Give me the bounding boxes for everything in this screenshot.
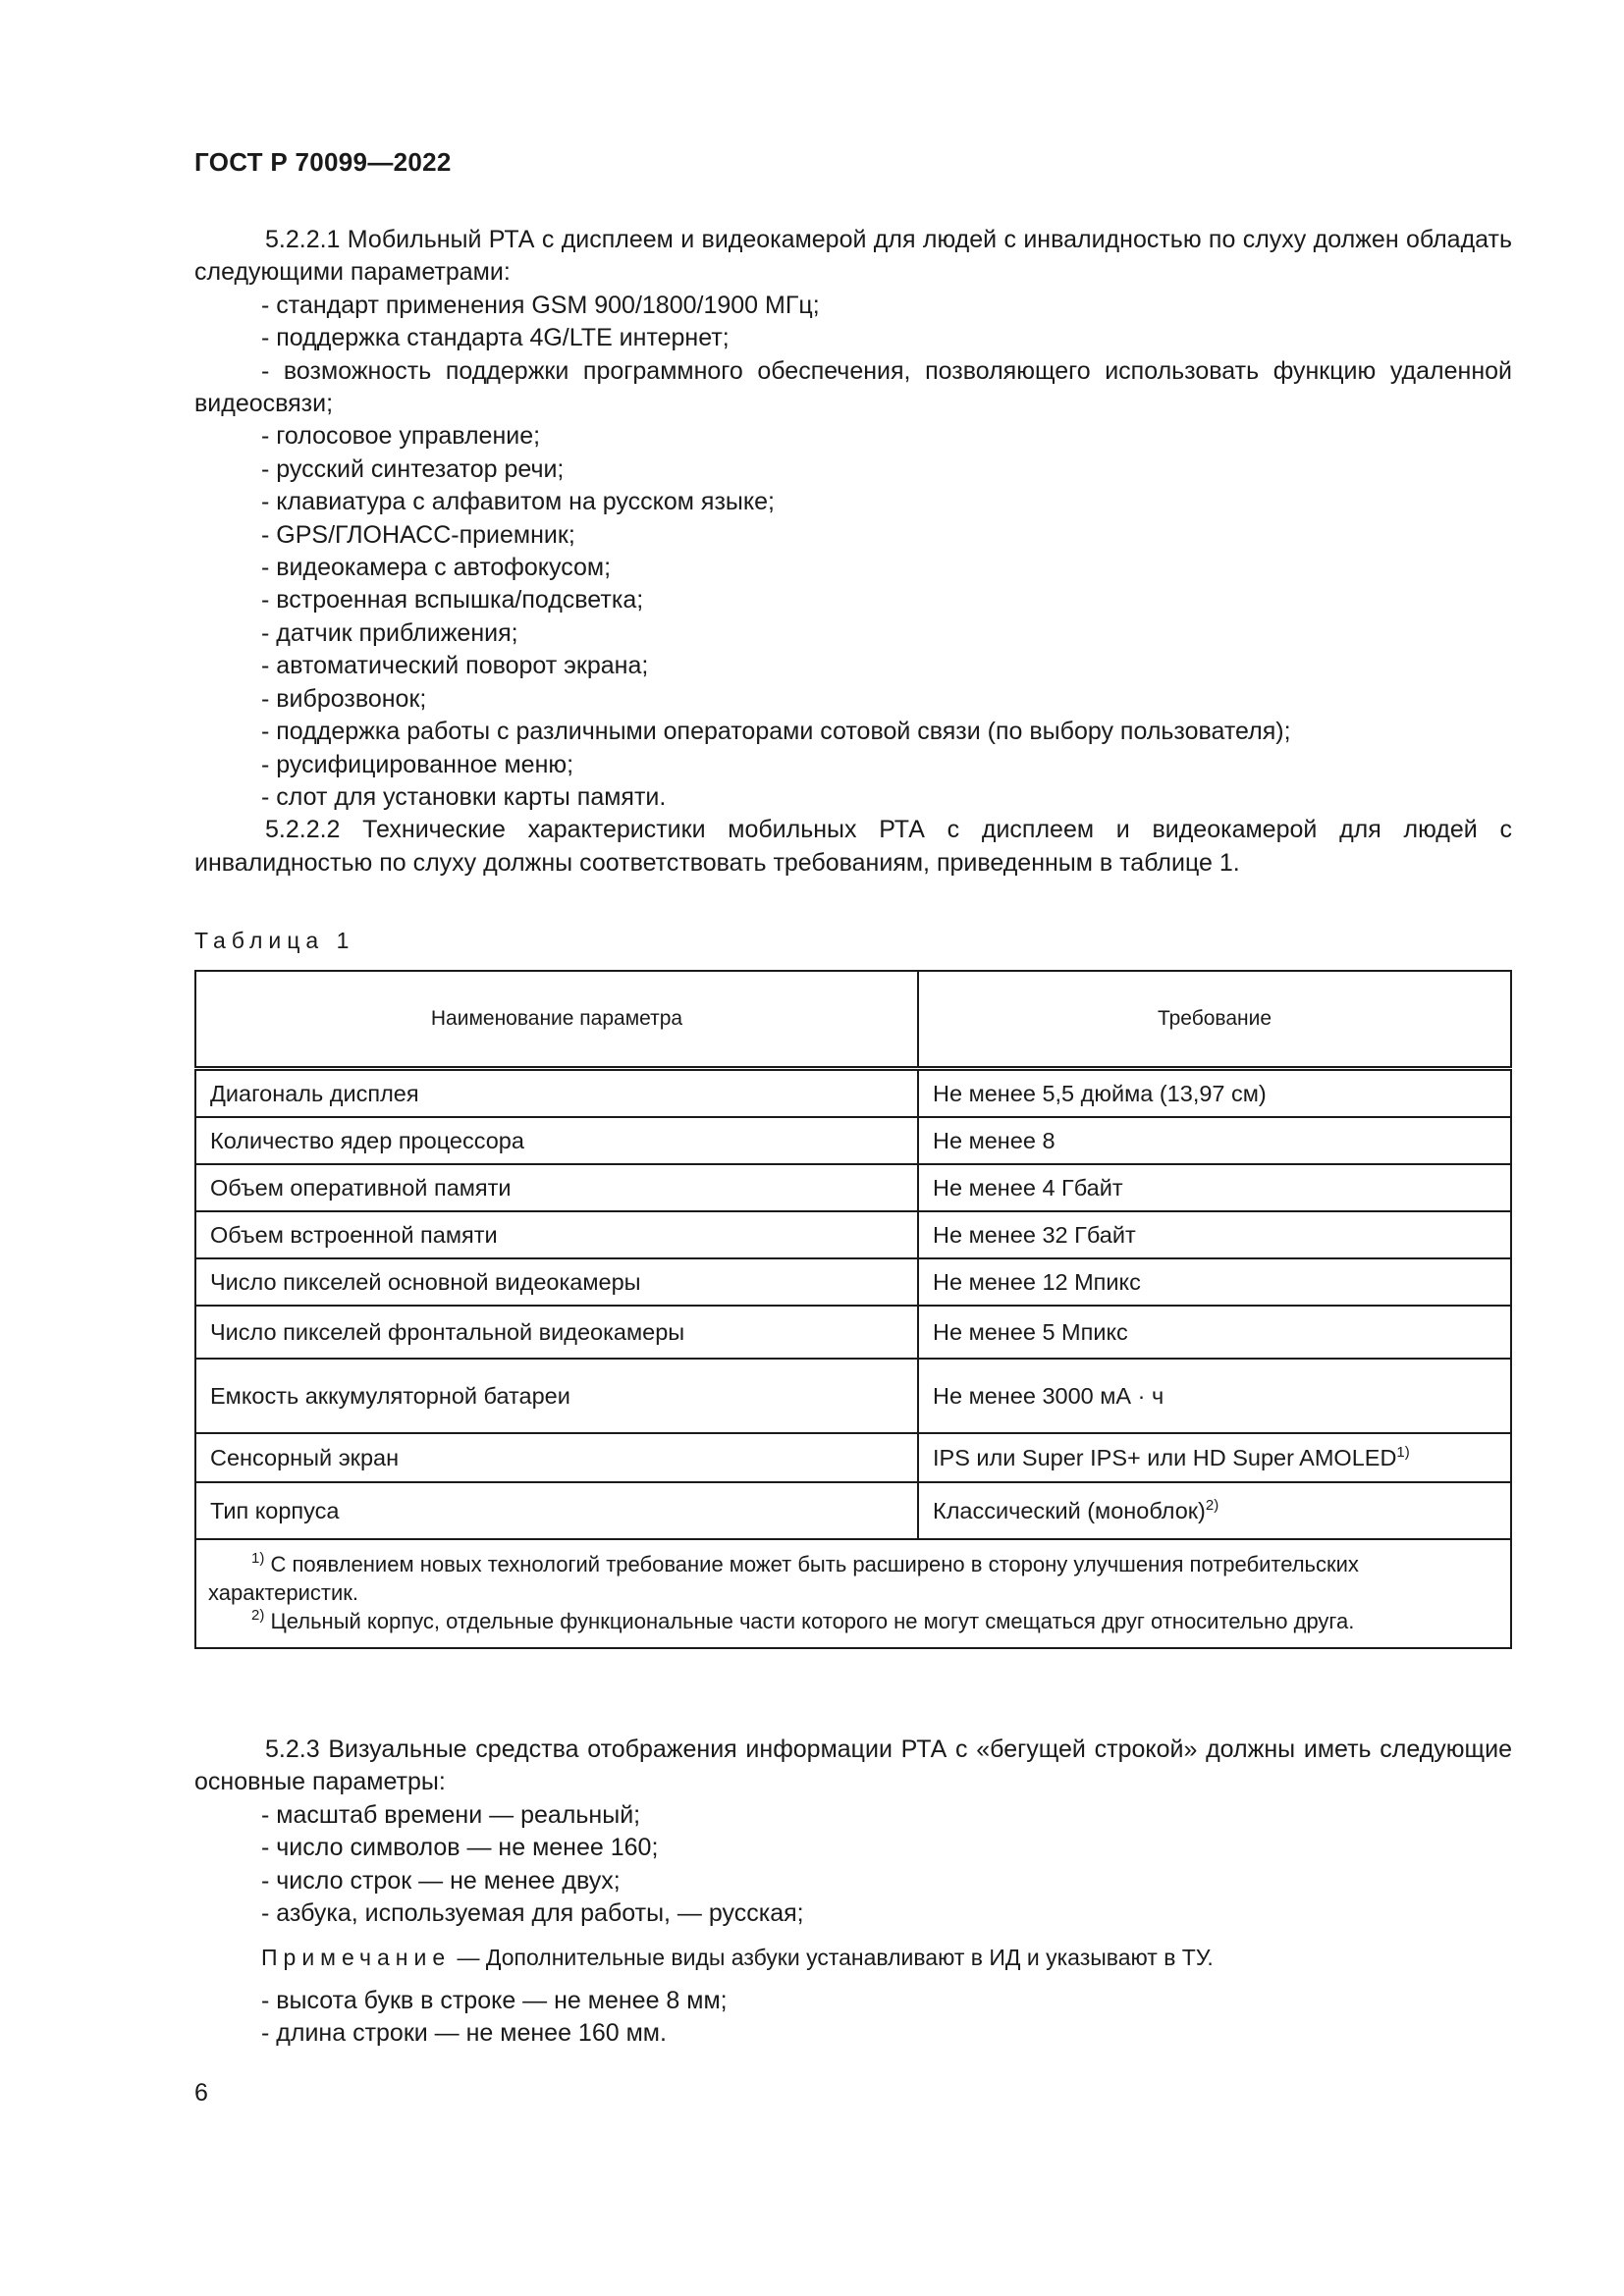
cell-parameter: Емкость аккумуляторной батареи: [195, 1359, 918, 1433]
cell-parameter: Сенсорный экран: [195, 1433, 918, 1482]
list-item: - голосовое управление;: [261, 422, 541, 451]
list-item: - возможность поддержки программного обеспечения, позволяющего использовать функцию удаленной видеосвязи;: [194, 356, 1512, 418]
list-item: - русифицированное меню;: [261, 750, 574, 778]
list-item: - поддержка работы с различными операторами сотовой связи (по выбору пользователя);: [261, 718, 1291, 746]
list-item: - встроенная вспышка/подсветка;: [261, 586, 644, 614]
paragraph-5-2-2-2: 5.2.2.2 Технические характеристики мобильных РТА с дисплеем и видеокамерой для людей с инвалидностью по слуху должны соответствовать требованиям, приведенным в таблице 1.: [194, 816, 1512, 877]
cell-requirement: [918, 1433, 1511, 1482]
footnote-mark: 1): [251, 1550, 265, 1567]
list-item: - слот для установки карты памяти.: [261, 782, 667, 811]
table-footnotes-row: [195, 1539, 1511, 1648]
parameters-table: [194, 970, 1512, 1649]
note-label: Примечание: [261, 1945, 452, 1971]
requirement-text: IPS или Super IPS+ или HD Super AMOLED: [933, 1444, 1397, 1470]
section-5-2-2-1: [194, 224, 1512, 880]
note-text: — Дополнительные виды азбуки устанавливают в ИД и указывают в ТУ.: [451, 1945, 1214, 1971]
cell-parameter: Число пикселей фронтальной видеокамеры: [195, 1306, 918, 1359]
table-header-row: [195, 971, 1511, 1069]
table-row: [195, 1258, 1511, 1306]
cell-parameter: Объем оперативной памяти: [195, 1164, 918, 1211]
list-item: - автоматический поворот экрана;: [261, 652, 649, 680]
footnote-ref: 1): [1396, 1443, 1410, 1461]
footnote-text: С появлением новых технологий требование может быть расширено в сторону улучшения потребительских характеристик.: [208, 1552, 1359, 1605]
cell-parameter: Объем встроенной памяти: [195, 1211, 918, 1258]
cell-parameter: Тип корпуса: [195, 1482, 918, 1539]
column-header-parameter: Наименование параметра: [195, 971, 918, 1069]
cell-requirement: Не менее 4 Гбайт: [918, 1164, 1511, 1211]
section-5-2-3: [194, 1734, 1512, 2051]
cell-requirement: Не менее 5 Мпикс: [918, 1306, 1511, 1359]
cell-requirement: Не менее 5,5 дюйма (13,97 см): [918, 1069, 1511, 1118]
cell-requirement: Не менее 32 Гбайт: [918, 1211, 1511, 1258]
column-header-requirement: Требование: [918, 971, 1511, 1069]
document-header: ГОСТ Р 70099—2022: [194, 147, 452, 177]
table-row: [195, 1482, 1511, 1539]
table-row: [195, 1306, 1511, 1359]
table-caption: Таблица 1: [194, 928, 355, 953]
list-item: - датчик приближения;: [261, 618, 518, 647]
table-row: [195, 1433, 1511, 1482]
cell-requirement: Не менее 8: [918, 1117, 1511, 1164]
note: [194, 1942, 1512, 1974]
table-row: [195, 1069, 1511, 1118]
requirement-text: Классический (моноблок): [933, 1497, 1206, 1523]
cell-requirement: Не менее 3000 мА · ч: [918, 1359, 1511, 1433]
footnote-mark: 2): [251, 1607, 265, 1624]
table-row: [195, 1211, 1511, 1258]
cell-parameter: Количество ядер процессора: [195, 1117, 918, 1164]
table-row: [195, 1117, 1511, 1164]
cell-requirement: Не менее 12 Мпикс: [918, 1258, 1511, 1306]
list-item: - число символов — не менее 160;: [261, 1834, 659, 1862]
footnote-1: [208, 1550, 1498, 1607]
cell-requirement: [918, 1482, 1511, 1539]
table-row: [195, 1164, 1511, 1211]
footnote-2: [208, 1607, 1498, 1635]
list-item: - масштаб времени — реальный;: [261, 1800, 641, 1829]
list-item: - длина строки — не менее 160 мм.: [261, 2019, 667, 2048]
footnote-ref: 2): [1205, 1496, 1219, 1514]
list-item: - число строк — не менее двух;: [261, 1866, 621, 1895]
paragraph-5-2-2-1: 5.2.2.1 Мобильный РТА с дисплеем и видеокамерой для людей с инвалидностью по слуху должен обладать следующими параметрами:: [194, 226, 1512, 287]
list-item: - клавиатура с алфавитом на русском языке;: [261, 488, 775, 516]
page-number: 6: [194, 2079, 208, 2107]
cell-parameter: Диагональ дисплея: [195, 1069, 918, 1118]
table-footnotes: [195, 1539, 1511, 1648]
list-item: - азбука, используемая для работы, — русская;: [261, 1899, 804, 1928]
list-item: - виброзвонок;: [261, 684, 427, 713]
list-item: - GPS/ГЛОНАСС-приемник;: [261, 520, 575, 549]
paragraph-5-2-3: 5.2.3 Визуальные средства отображения информации РТА с «бегущей строкой» должны иметь следующие основные параметры:: [194, 1735, 1512, 1796]
cell-parameter: Число пикселей основной видеокамеры: [195, 1258, 918, 1306]
list-item: - русский синтезатор речи;: [261, 454, 565, 483]
list-item: - видеокамера с автофокусом;: [261, 554, 612, 582]
list-item: - высота букв в строке — не менее 8 мм;: [261, 1986, 728, 2014]
footnote-text: Цельный корпус, отдельные функциональные части которого не могут смещаться друг относительно друга.: [270, 1609, 1355, 1633]
list-item: - стандарт применения GSM 900/1800/1900 МГц;: [261, 291, 820, 319]
list-item: - поддержка стандарта 4G/LTE интернет;: [261, 324, 730, 352]
table-row: [195, 1359, 1511, 1433]
